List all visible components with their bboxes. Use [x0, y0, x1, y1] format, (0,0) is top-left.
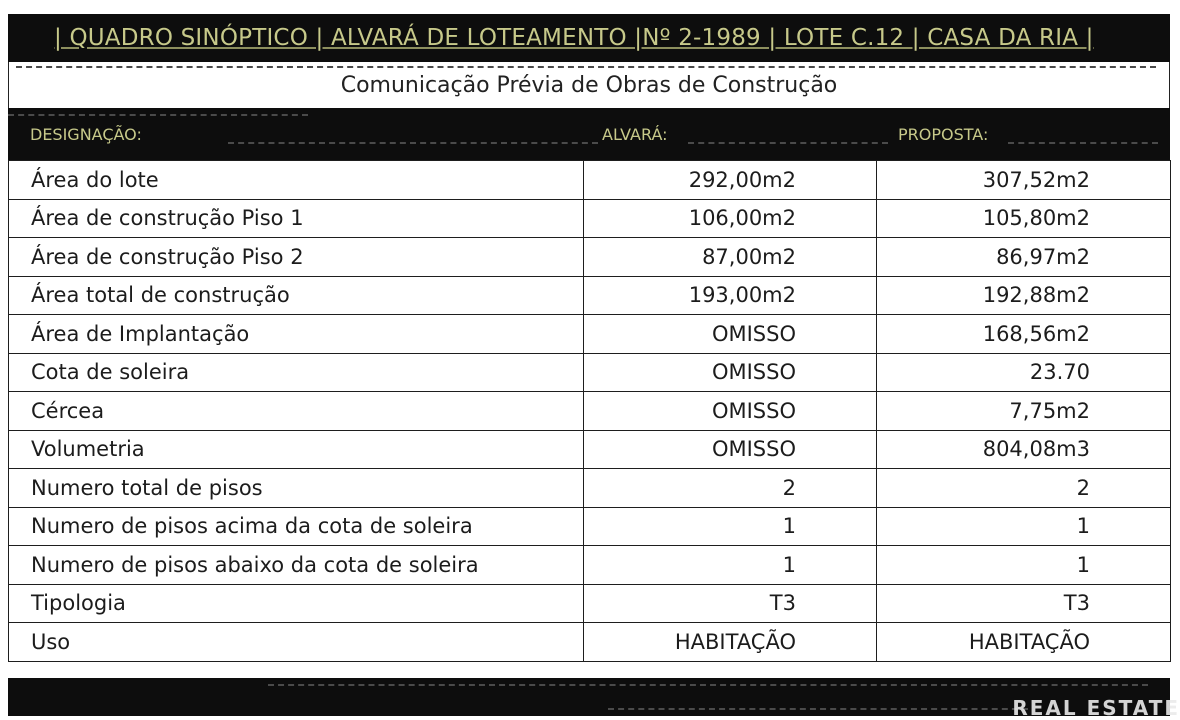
column-header-designacao: DESIGNAÇÃO:: [30, 125, 142, 144]
dashed-divider: [688, 142, 888, 144]
row-label: Numero total de pisos: [9, 469, 584, 508]
row-label: Uso: [9, 623, 584, 662]
row-proposta-value: 1: [877, 507, 1171, 546]
title-bar: [8, 14, 1170, 62]
row-alvara-value: 193,00m2: [584, 276, 877, 315]
table-body: [9, 161, 1171, 662]
watermark-logo: REAL ESTATE: [1012, 696, 1180, 720]
row-alvara-value: 2: [584, 469, 877, 508]
row-proposta-value: 192,88m2: [877, 276, 1171, 315]
dashed-divider: [608, 708, 1028, 710]
row-label: Cota de soleira: [9, 353, 584, 392]
row-proposta-value: 7,75m2: [877, 392, 1171, 431]
synoptic-table: [8, 160, 1171, 662]
table-row: [9, 507, 1171, 546]
row-alvara-value: 1: [584, 507, 877, 546]
footer-bar: [8, 678, 1170, 716]
row-proposta-value: 86,97m2: [877, 238, 1171, 277]
row-alvara-value: OMISSO: [584, 392, 877, 431]
row-label: Área de Implantação: [9, 315, 584, 354]
row-alvara-value: 1: [584, 546, 877, 585]
row-proposta-value: T3: [877, 584, 1171, 623]
row-alvara-value: HABITAÇÃO: [584, 623, 877, 662]
row-proposta-value: 168,56m2: [877, 315, 1171, 354]
column-header-row: [8, 108, 1170, 160]
row-label: Área de construção Piso 1: [9, 199, 584, 238]
row-alvara-value: 106,00m2: [584, 199, 877, 238]
row-label: Área do lote: [9, 161, 584, 200]
table-row: [9, 161, 1171, 200]
column-header-proposta: PROPOSTA:: [898, 125, 989, 144]
row-label: Área de construção Piso 2: [9, 238, 584, 277]
row-label: Cércea: [9, 392, 584, 431]
row-label: Numero de pisos acima da cota de soleira: [9, 507, 584, 546]
table-row: [9, 623, 1171, 662]
row-label: Volumetria: [9, 430, 584, 469]
row-alvara-value: T3: [584, 584, 877, 623]
row-proposta-value: 804,08m3: [877, 430, 1171, 469]
row-proposta-value: HABITAÇÃO: [877, 623, 1171, 662]
dashed-divider: [268, 684, 1148, 686]
row-proposta-value: 2: [877, 469, 1171, 508]
row-label: Área total de construção: [9, 276, 584, 315]
table-row: [9, 584, 1171, 623]
table-row: [9, 353, 1171, 392]
dashed-divider: [1008, 142, 1158, 144]
row-label: Numero de pisos abaixo da cota de soleira: [9, 546, 584, 585]
synoptic-sheet: [8, 14, 1170, 716]
row-alvara-value: OMISSO: [584, 430, 877, 469]
table-row: [9, 276, 1171, 315]
row-proposta-value: 307,52m2: [877, 161, 1171, 200]
row-proposta-value: 23.70: [877, 353, 1171, 392]
table-row: [9, 546, 1171, 585]
row-proposta-value: 1: [877, 546, 1171, 585]
table-row: [9, 392, 1171, 431]
row-alvara-value: 87,00m2: [584, 238, 877, 277]
table-row: [9, 238, 1171, 277]
row-alvara-value: 292,00m2: [584, 161, 877, 200]
table-row: [9, 315, 1171, 354]
table-row: [9, 469, 1171, 508]
column-header-alvara: ALVARÁ:: [602, 125, 668, 144]
table-row: [9, 430, 1171, 469]
dashed-divider: [228, 142, 598, 144]
table-row: [9, 199, 1171, 238]
sheet-subtitle: Comunicação Prévia de Obras de Construção: [8, 62, 1170, 108]
row-alvara-value: OMISSO: [584, 353, 877, 392]
row-proposta-value: 105,80m2: [877, 199, 1171, 238]
row-alvara-value: OMISSO: [584, 315, 877, 354]
row-label: Tipologia: [9, 584, 584, 623]
sheet-title: | QUADRO SINÓPTICO | ALVARÁ DE LOTEAMENTO |Nº 2-1989 | LOTE C.12 | CASA DA RIA |: [54, 25, 1094, 51]
dashed-divider: [8, 114, 308, 116]
